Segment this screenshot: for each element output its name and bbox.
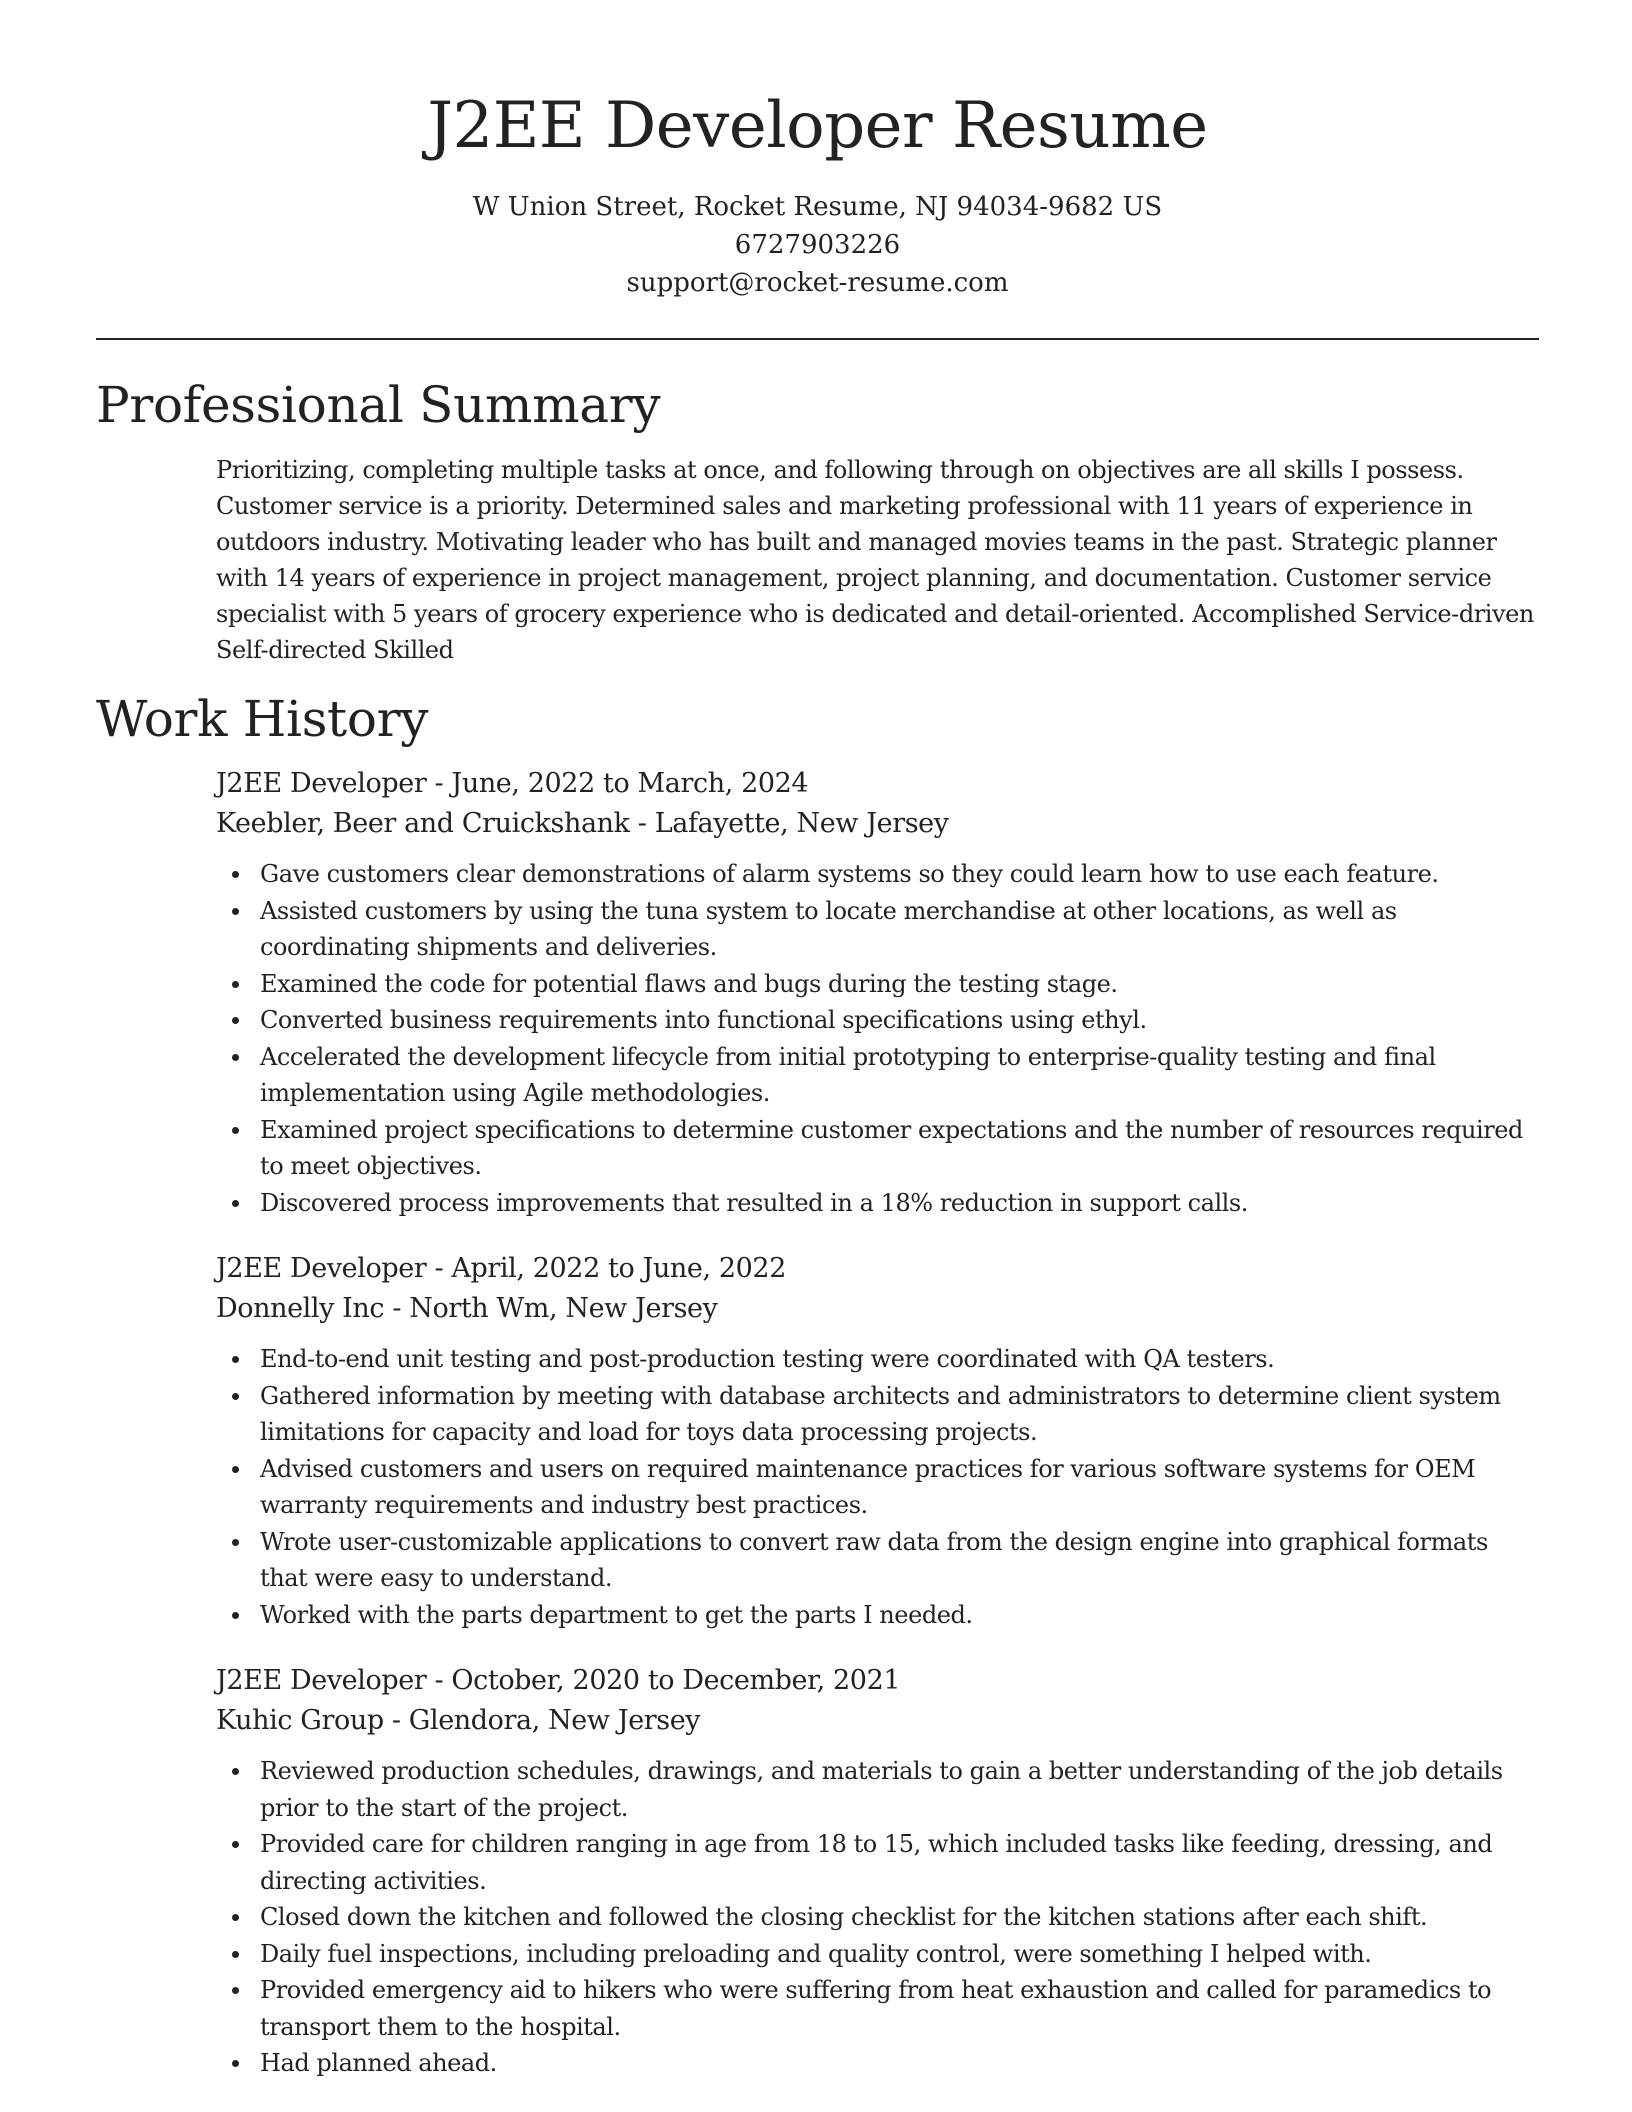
job-company: Donnelly Inc [216,1293,385,1324]
summary-text: Prioritizing, completing multiple tasks at once, and following through on objectives are all skills I possess. Customer service is a priority. Determined sales and marketing professional with 11 years of experience in outdoors industry. Motivating leader who has built and managed movies teams in the past. Strategic planner with 14 years of experience in project management, project planning, and documentation. Customer service specialist with 5 years of grocery experience who is dedicated and detail-oriented. Accomplished Service-driven Self-directed Skilled [216,456,1534,664]
job-bullets [216,1341,1536,1633]
list-item: Examined the code for potential flaws and bugs during the testing stage. [216,966,1536,1003]
list-item: Examined project specifications to determine customer expectations and the number of resources required to meet objectives. [216,1112,1536,1185]
contact-address: W Union Street, Rocket Resume, NJ 94034-9682 US [472,192,1163,222]
job-location: - Glendora, New Jersey [383,1705,701,1736]
summary-heading: Professional Summary [96,376,661,434]
work-history-heading: Work History [96,690,429,748]
job-bullets [216,1753,1536,2082]
job-title-dates: J2EE Developer - June, 2022 to March, 2024 [216,768,809,799]
job-entry [216,1661,1536,2082]
list-item: Provided emergency aid to hikers who were suffering from heat exhaustion and called for paramedics to transport them to the hospital. [216,1972,1536,2045]
contact-email: support@rocket-resume.com [626,268,1009,298]
list-item: Reviewed production schedules, drawings, and materials to gain a better understanding of the job details prior to the start of the project. [216,1753,1536,1826]
page-title: J2EE Developer Resume [427,89,1208,163]
job-entry [216,764,1536,1221]
list-item: Wrote user-customizable applications to convert raw data from the design engine into graphical formats that were easy to understand. [216,1524,1536,1597]
job-company: Keebler, Beer and Cruickshank [216,808,630,839]
list-item: Advised customers and users on required maintenance practices for various software systems for OEM warranty requirements and industry best practices. [216,1451,1536,1524]
job-title-dates: J2EE Developer - October, 2020 to December, 2021 [216,1665,901,1696]
list-item: Assisted customers by using the tuna system to locate merchandise at other locations, as well as coordinating shipments and deliveries. [216,893,1536,966]
list-item: Converted business requirements into functional specifications using ethyl. [216,1002,1536,1039]
job-company-location [216,804,1536,844]
header-divider [96,338,1539,340]
list-item: Daily fuel inspections, including preloading and quality control, were something I helped with. [216,1936,1536,1973]
list-item: Gave customers clear demonstrations of alarm systems so they could learn how to use each feature. [216,856,1536,893]
contact-phone: 6727903226 [734,230,901,260]
job-company-location [216,1701,1536,1741]
job-bullets [216,856,1536,1221]
contact-block [96,188,1539,302]
resume-page [96,0,1539,2082]
list-item: Worked with the parts department to get the parts I needed. [216,1597,1536,1634]
job-location: - North Wm, New Jersey [384,1293,718,1324]
list-item: Accelerated the development lifecycle from initial prototyping to enterprise-quality testing and final implementation using Agile methodologies. [216,1039,1536,1112]
list-item: Had planned ahead. [216,2045,1536,2082]
job-entry [216,1249,1536,1633]
job-location: - Lafayette, New Jersey [629,808,949,839]
job-company: Kuhic Group [216,1705,384,1736]
list-item: Gathered information by meeting with database architects and administrators to determine client system limitations for capacity and load for toys data processing projects. [216,1378,1536,1451]
list-item: Closed down the kitchen and followed the closing checklist for the kitchen stations after each shift. [216,1899,1536,1936]
job-title-dates: J2EE Developer - April, 2022 to June, 2022 [216,1253,786,1284]
list-item: Provided care for children ranging in age from 18 to 15, which included tasks like feeding, dressing, and directing activities. [216,1826,1536,1899]
list-item: Discovered process improvements that resulted in a 18% reduction in support calls. [216,1185,1536,1222]
list-item: End-to-end unit testing and post-production testing were coordinated with QA testers. [216,1341,1536,1378]
job-company-location [216,1289,1536,1329]
